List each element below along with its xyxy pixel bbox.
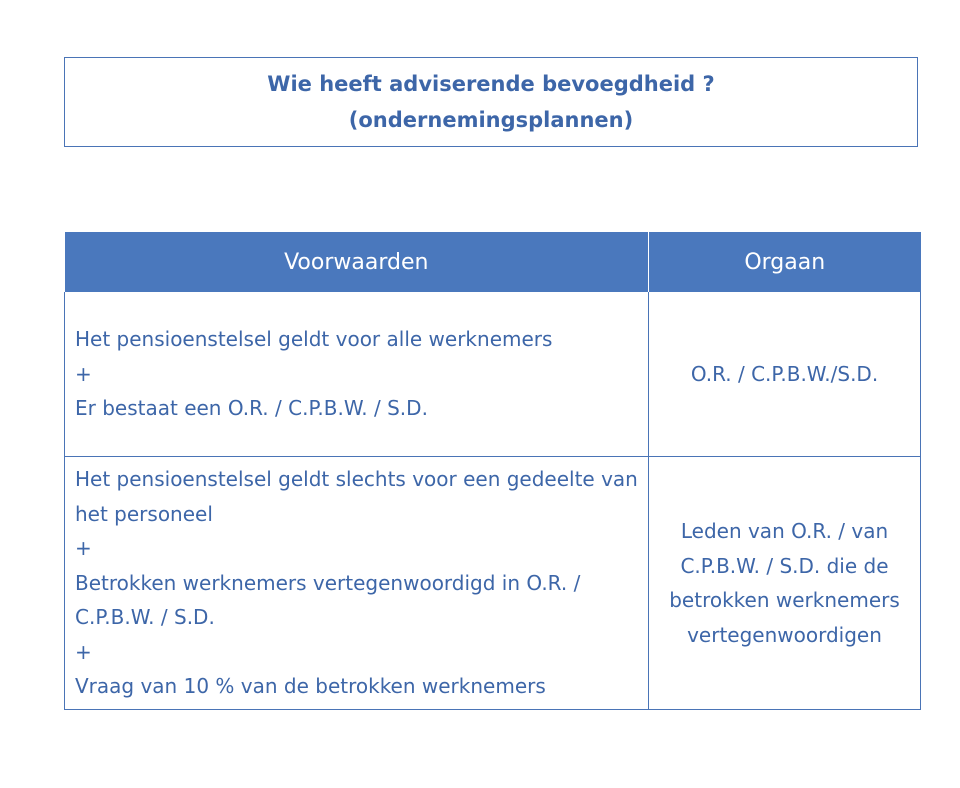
table-row	[65, 292, 921, 457]
table-header-row	[65, 232, 921, 292]
condition-line: Vraag van 10 % van de betrokken werknemers	[75, 674, 546, 699]
title-box	[64, 57, 918, 147]
conditions-cell	[65, 292, 649, 457]
organ-cell: Leden van O.R. / van C.P.B.W. / S.D. die de betrokken werknemers vertegenwoordigen	[649, 457, 921, 710]
condition-line: Het pensioenstelsel geldt slechts voor een gedeelte van het personeel	[75, 467, 638, 526]
condition-plus: +	[75, 536, 92, 561]
title-line-2: (ondernemingsplannen)	[348, 108, 634, 132]
header-voorwaarden: Voorwaarden	[65, 232, 649, 292]
condition-plus: +	[75, 639, 92, 664]
conditions-table	[64, 232, 920, 710]
condition-line: Er bestaat een O.R. / C.P.B.W. / S.D.	[75, 396, 428, 421]
condition-line: Het pensioenstelsel geldt voor alle werknemers	[75, 327, 553, 352]
table-row	[65, 457, 921, 710]
conditions-cell	[65, 457, 649, 710]
organ-cell: O.R. / C.P.B.W./S.D.	[649, 292, 921, 457]
condition-line: Betrokken werknemers vertegenwoordigd in O.R. / C.P.B.W. / S.D.	[75, 570, 581, 630]
title-line-1: Wie heeft adviserende bevoegdheid ?	[267, 72, 715, 96]
condition-plus: +	[75, 361, 92, 386]
header-orgaan: Orgaan	[649, 232, 921, 292]
